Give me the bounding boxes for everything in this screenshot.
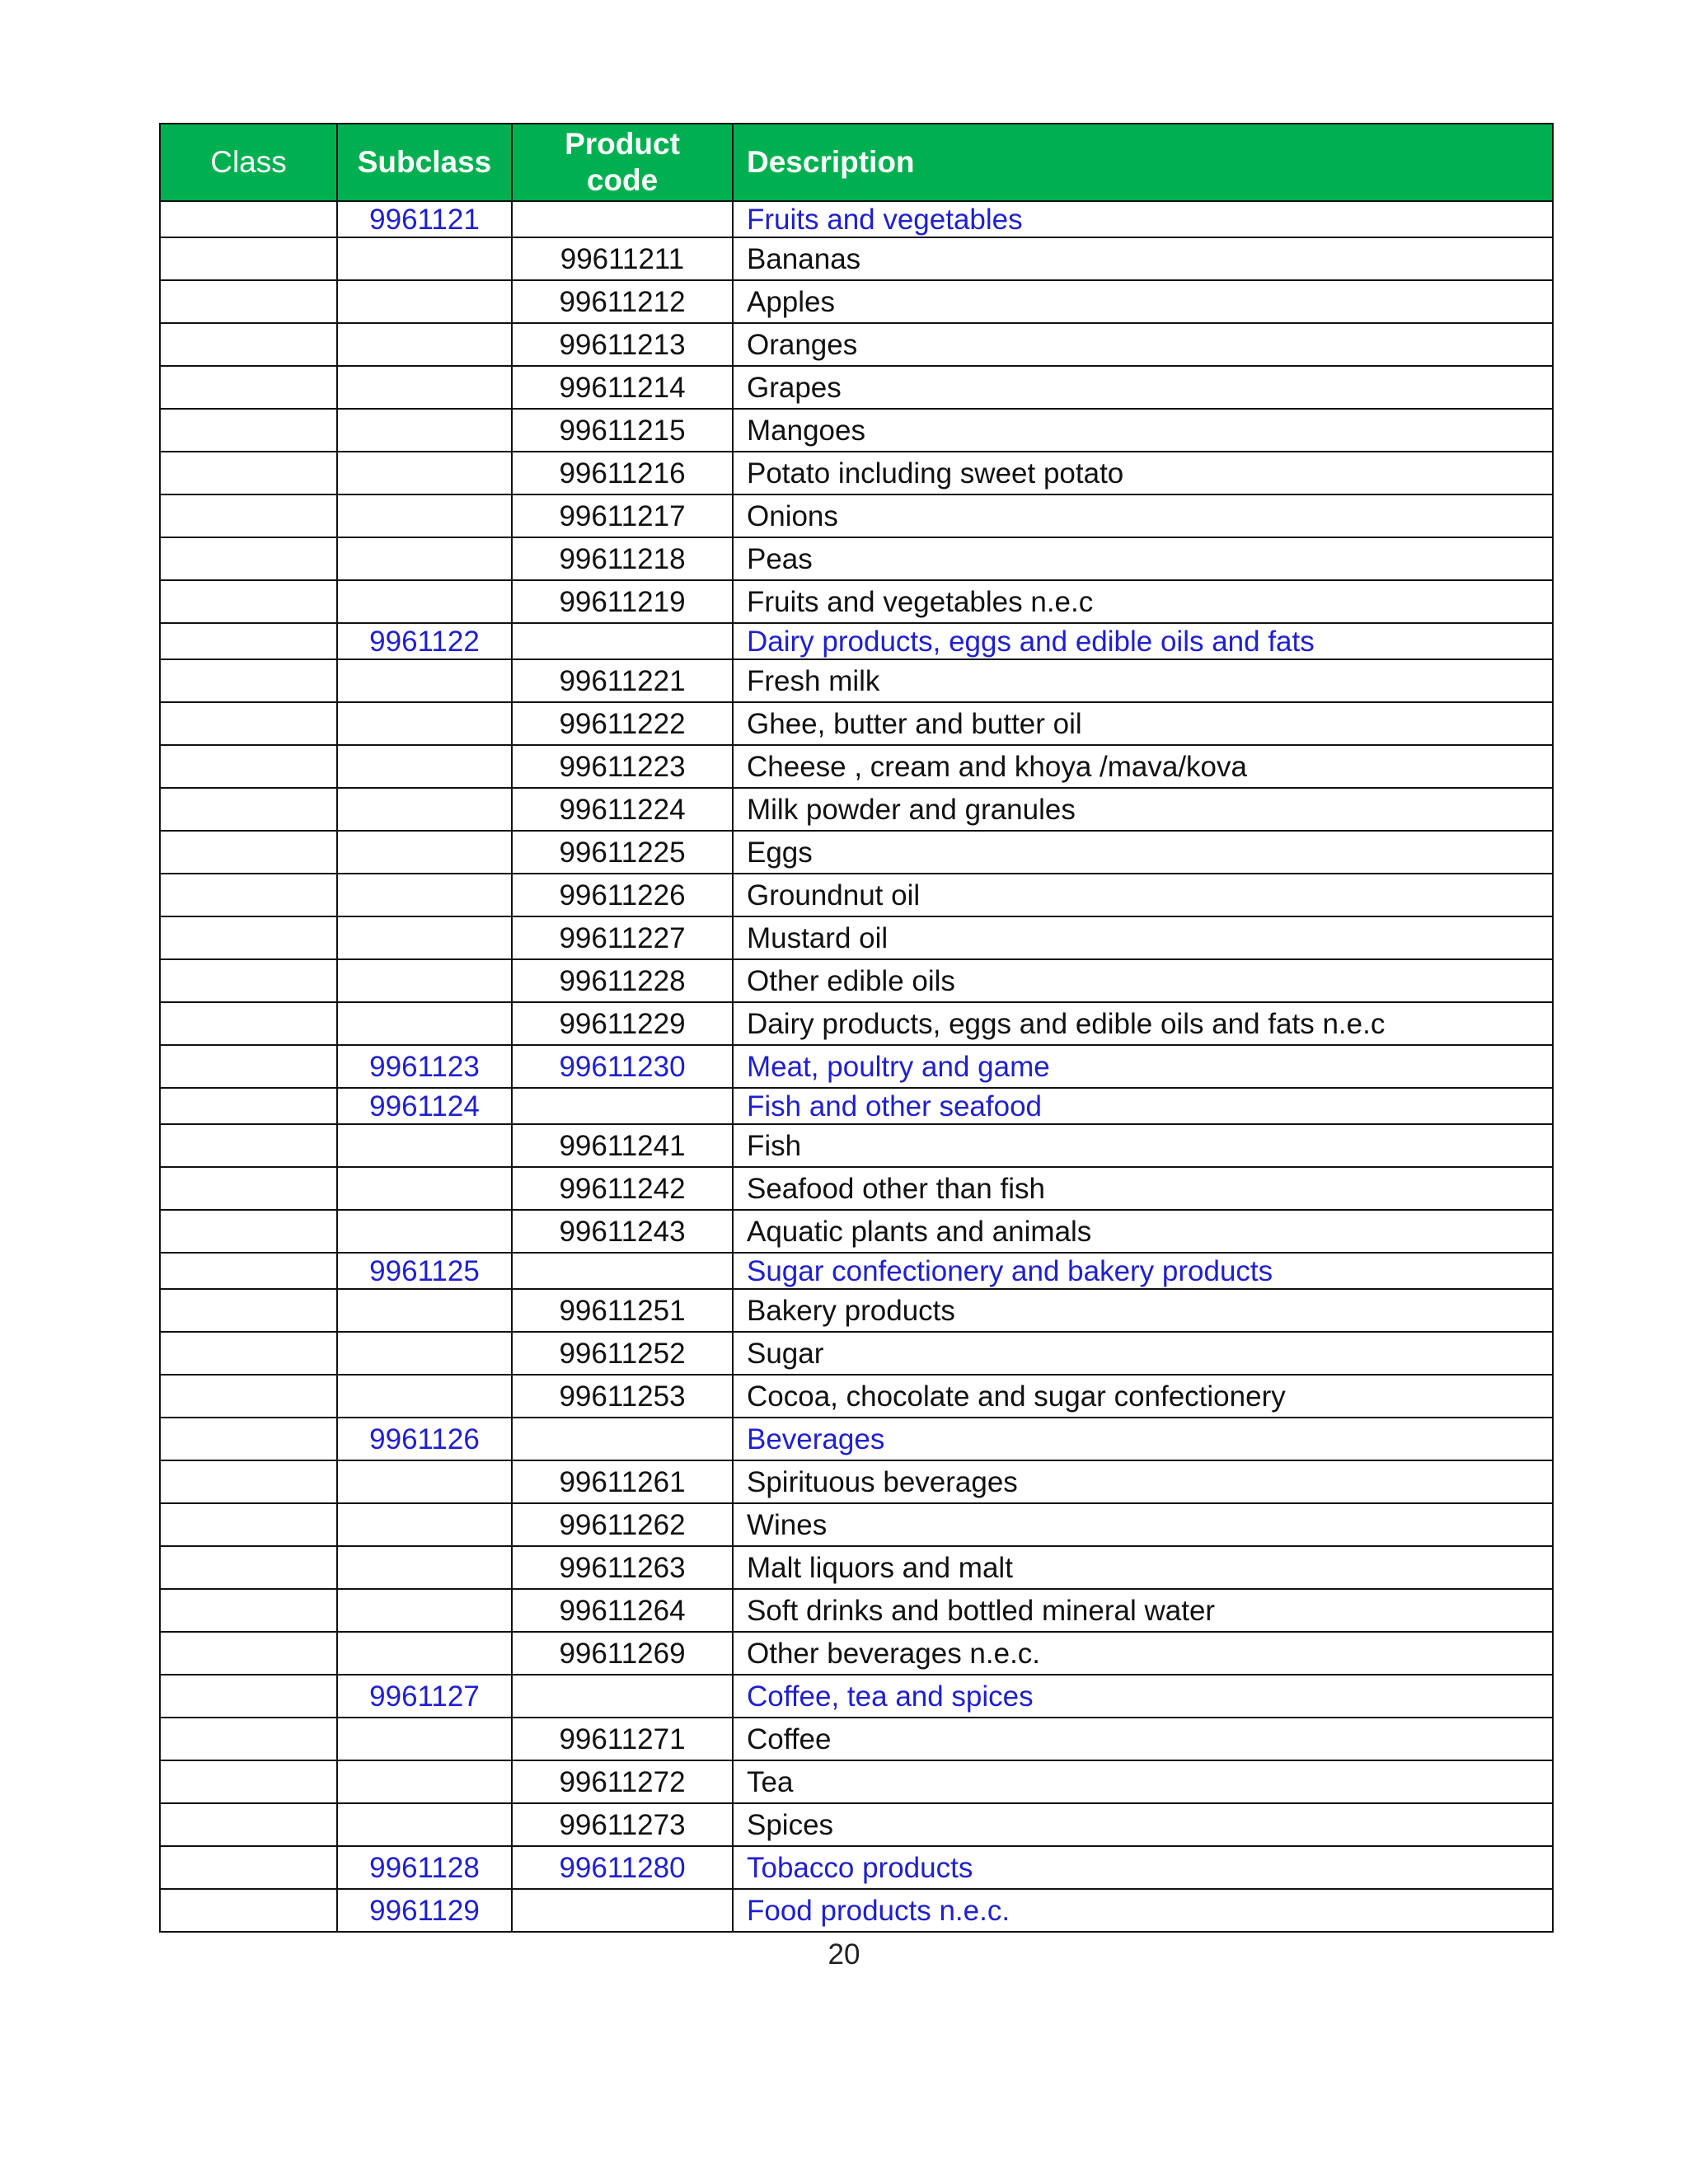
- cell-description: Oranges: [733, 323, 1553, 366]
- cell-subclass: [337, 1589, 512, 1632]
- cell-product-code: 99611242: [512, 1167, 733, 1210]
- cell-description: Fish and other seafood: [733, 1088, 1553, 1124]
- table-row: [160, 1846, 1553, 1889]
- cell-class: [160, 323, 337, 366]
- cell-subclass: [337, 1803, 512, 1846]
- cell-subclass: [337, 452, 512, 494]
- cell-product-code: 99611261: [512, 1460, 733, 1503]
- cell-product-code: [512, 1675, 733, 1718]
- cell-description: Dairy products, eggs and edible oils and fats n.e.c: [733, 1002, 1553, 1045]
- table-row: [160, 1675, 1553, 1718]
- cell-class: [160, 280, 337, 323]
- table-row: [160, 1289, 1553, 1332]
- table-row: [160, 237, 1553, 280]
- cell-description: Tea: [733, 1760, 1553, 1803]
- cell-product-code: 99611272: [512, 1760, 733, 1803]
- cell-description: Cocoa, chocolate and sugar confectionery: [733, 1375, 1553, 1418]
- table-row: [160, 916, 1553, 959]
- cell-product-code: 99611229: [512, 1002, 733, 1045]
- cell-class: [160, 537, 337, 580]
- cell-product-code: 99611252: [512, 1332, 733, 1375]
- cell-description: Bananas: [733, 237, 1553, 280]
- table-row: [160, 201, 1553, 237]
- cell-subclass: [337, 537, 512, 580]
- cell-product-code: [512, 1418, 733, 1460]
- cell-subclass: [337, 409, 512, 452]
- table-row: [160, 1760, 1553, 1803]
- cell-product-code: 99611212: [512, 280, 733, 323]
- table-row: [160, 1803, 1553, 1846]
- table-row: [160, 1889, 1553, 1932]
- cell-description: Other beverages n.e.c.: [733, 1632, 1553, 1675]
- cell-class: [160, 831, 337, 874]
- cell-product-code: 99611219: [512, 580, 733, 623]
- cell-subclass: [337, 1332, 512, 1375]
- table-header: [160, 124, 1553, 201]
- cell-description: Dairy products, eggs and edible oils and fats: [733, 623, 1553, 659]
- cell-product-code: 99611241: [512, 1124, 733, 1167]
- cell-description: Soft drinks and bottled mineral water: [733, 1589, 1553, 1632]
- cell-product-code: 99611213: [512, 323, 733, 366]
- table-row: [160, 1210, 1553, 1253]
- cell-class: [160, 1589, 337, 1632]
- cell-subclass: [337, 1289, 512, 1332]
- cell-subclass: 9961125: [337, 1253, 512, 1289]
- header-product-code: [512, 124, 733, 201]
- cell-class: [160, 623, 337, 659]
- cell-description: Milk powder and granules: [733, 788, 1553, 831]
- cell-class: [160, 409, 337, 452]
- cell-subclass: [337, 659, 512, 702]
- cell-class: [160, 1675, 337, 1718]
- cell-product-code: 99611243: [512, 1210, 733, 1253]
- cell-class: [160, 1002, 337, 1045]
- cell-description: Tobacco products: [733, 1846, 1553, 1889]
- table-row: [160, 702, 1553, 745]
- cell-description: Fresh milk: [733, 659, 1553, 702]
- cell-description: Meat, poultry and game: [733, 1045, 1553, 1088]
- cell-product-code: [512, 201, 733, 237]
- header-class: Class: [160, 124, 337, 201]
- cell-description: Fruits and vegetables: [733, 201, 1553, 237]
- cell-class: [160, 1418, 337, 1460]
- table-row: [160, 580, 1553, 623]
- cell-subclass: [337, 745, 512, 788]
- cell-subclass: [337, 1210, 512, 1253]
- table-row: [160, 659, 1553, 702]
- table-row: [160, 280, 1553, 323]
- cell-product-code: 99611271: [512, 1718, 733, 1760]
- cell-product-code: 99611224: [512, 788, 733, 831]
- header-row: [160, 124, 1553, 201]
- cell-product-code: 99611214: [512, 366, 733, 409]
- table-row: [160, 788, 1553, 831]
- cell-subclass: [337, 1760, 512, 1803]
- table-row: [160, 323, 1553, 366]
- cell-class: [160, 580, 337, 623]
- table-body: [160, 201, 1553, 1932]
- cell-subclass: 9961122: [337, 623, 512, 659]
- cell-description: Aquatic plants and animals: [733, 1210, 1553, 1253]
- cell-subclass: 9961124: [337, 1088, 512, 1124]
- cell-class: [160, 1124, 337, 1167]
- cell-description: Mustard oil: [733, 916, 1553, 959]
- cell-class: [160, 659, 337, 702]
- header-subclass: Subclass: [337, 124, 512, 201]
- cell-class: [160, 702, 337, 745]
- table-row: [160, 874, 1553, 916]
- cell-class: [160, 1632, 337, 1675]
- cell-description: Beverages: [733, 1418, 1553, 1460]
- table-row: [160, 1718, 1553, 1760]
- cell-subclass: 9961126: [337, 1418, 512, 1460]
- table-row: [160, 831, 1553, 874]
- table-row: [160, 1167, 1553, 1210]
- cell-subclass: 9961128: [337, 1846, 512, 1889]
- cell-product-code: 99611225: [512, 831, 733, 874]
- page-number: 20: [828, 1938, 860, 1971]
- cell-description: Malt liquors and malt: [733, 1546, 1553, 1589]
- cell-subclass: [337, 1124, 512, 1167]
- cell-subclass: [337, 916, 512, 959]
- table-row: [160, 745, 1553, 788]
- table-row: [160, 452, 1553, 494]
- cell-class: [160, 1718, 337, 1760]
- cell-description: Spirituous beverages: [733, 1460, 1553, 1503]
- cell-class: [160, 1332, 337, 1375]
- table-row: [160, 1045, 1553, 1088]
- cell-subclass: [337, 1503, 512, 1546]
- cell-subclass: [337, 788, 512, 831]
- table-row: [160, 623, 1553, 659]
- cell-subclass: [337, 959, 512, 1002]
- header-product-code-line2: code: [586, 163, 659, 197]
- cell-product-code: 99611218: [512, 537, 733, 580]
- cell-class: [160, 874, 337, 916]
- cell-product-code: 99611221: [512, 659, 733, 702]
- cell-product-code: 99611269: [512, 1632, 733, 1675]
- cell-product-code: 99611251: [512, 1289, 733, 1332]
- cell-product-code: 99611215: [512, 409, 733, 452]
- cell-description: Apples: [733, 280, 1553, 323]
- cell-subclass: [337, 1460, 512, 1503]
- header-description: Description: [733, 124, 1553, 201]
- cell-description: Ghee, butter and butter oil: [733, 702, 1553, 745]
- cell-class: [160, 1503, 337, 1546]
- cell-class: [160, 1253, 337, 1289]
- table-row: [160, 1503, 1553, 1546]
- cell-description: Fish: [733, 1124, 1553, 1167]
- cell-subclass: [337, 280, 512, 323]
- cell-product-code: 99611264: [512, 1589, 733, 1632]
- cell-class: [160, 1803, 337, 1846]
- cell-product-code: 99611227: [512, 916, 733, 959]
- cell-class: [160, 237, 337, 280]
- cell-class: [160, 916, 337, 959]
- cell-description: Other edible oils: [733, 959, 1553, 1002]
- cell-class: [160, 959, 337, 1002]
- table-row: [160, 1253, 1553, 1289]
- cell-class: [160, 1846, 337, 1889]
- cell-class: [160, 1045, 337, 1088]
- cell-product-code: 99611211: [512, 237, 733, 280]
- cell-subclass: [337, 831, 512, 874]
- cell-subclass: 9961129: [337, 1889, 512, 1932]
- cell-subclass: [337, 1167, 512, 1210]
- cell-class: [160, 1210, 337, 1253]
- cell-class: [160, 1889, 337, 1932]
- classification-table: [159, 123, 1554, 1933]
- cell-subclass: [337, 366, 512, 409]
- table-row: [160, 1332, 1553, 1375]
- cell-product-code: [512, 1253, 733, 1289]
- cell-description: Groundnut oil: [733, 874, 1553, 916]
- cell-subclass: 9961123: [337, 1045, 512, 1088]
- cell-subclass: [337, 702, 512, 745]
- cell-product-code: 99611223: [512, 745, 733, 788]
- cell-description: Bakery products: [733, 1289, 1553, 1332]
- cell-description: Coffee, tea and spices: [733, 1675, 1553, 1718]
- cell-subclass: [337, 494, 512, 537]
- cell-description: Seafood other than fish: [733, 1167, 1553, 1210]
- cell-description: Sugar confectionery and bakery products: [733, 1253, 1553, 1289]
- cell-subclass: [337, 323, 512, 366]
- cell-product-code: 99611230: [512, 1045, 733, 1088]
- cell-description: Coffee: [733, 1718, 1553, 1760]
- table-row: [160, 1002, 1553, 1045]
- cell-product-code: 99611263: [512, 1546, 733, 1589]
- cell-product-code: 99611226: [512, 874, 733, 916]
- cell-description: Mangoes: [733, 409, 1553, 452]
- cell-product-code: [512, 623, 733, 659]
- table-row: [160, 366, 1553, 409]
- cell-description: Potato including sweet potato: [733, 452, 1553, 494]
- cell-product-code: 99611262: [512, 1503, 733, 1546]
- table-row: [160, 1088, 1553, 1124]
- cell-class: [160, 1375, 337, 1418]
- table-row: [160, 1589, 1553, 1632]
- cell-description: Spices: [733, 1803, 1553, 1846]
- table-row: [160, 409, 1553, 452]
- cell-class: [160, 494, 337, 537]
- cell-description: Fruits and vegetables n.e.c: [733, 580, 1553, 623]
- cell-product-code: 99611222: [512, 702, 733, 745]
- cell-description: Grapes: [733, 366, 1553, 409]
- table-row: [160, 537, 1553, 580]
- cell-product-code: [512, 1088, 733, 1124]
- table-row: [160, 959, 1553, 1002]
- table-row: [160, 1418, 1553, 1460]
- cell-description: Sugar: [733, 1332, 1553, 1375]
- cell-class: [160, 1460, 337, 1503]
- cell-subclass: [337, 237, 512, 280]
- cell-product-code: 99611216: [512, 452, 733, 494]
- table-row: [160, 1124, 1553, 1167]
- cell-product-code: 99611280: [512, 1846, 733, 1889]
- cell-class: [160, 788, 337, 831]
- cell-product-code: 99611253: [512, 1375, 733, 1418]
- cell-class: [160, 201, 337, 237]
- cell-subclass: [337, 1546, 512, 1589]
- cell-subclass: 9961127: [337, 1675, 512, 1718]
- cell-subclass: [337, 874, 512, 916]
- cell-subclass: 9961121: [337, 201, 512, 237]
- cell-subclass: [337, 1002, 512, 1045]
- cell-description: Eggs: [733, 831, 1553, 874]
- table-row: [160, 1546, 1553, 1589]
- cell-product-code: 99611217: [512, 494, 733, 537]
- table-row: [160, 1460, 1553, 1503]
- header-product-code-line1: Product: [565, 126, 680, 161]
- cell-description: Peas: [733, 537, 1553, 580]
- cell-class: [160, 366, 337, 409]
- cell-class: [160, 1289, 337, 1332]
- table-row: [160, 1632, 1553, 1675]
- cell-class: [160, 1088, 337, 1124]
- cell-product-code: 99611228: [512, 959, 733, 1002]
- cell-class: [160, 1760, 337, 1803]
- cell-class: [160, 745, 337, 788]
- cell-subclass: [337, 580, 512, 623]
- cell-subclass: [337, 1718, 512, 1760]
- cell-product-code: [512, 1889, 733, 1932]
- cell-class: [160, 1546, 337, 1589]
- table-row: [160, 1375, 1553, 1418]
- cell-description: Wines: [733, 1503, 1553, 1546]
- table-row: [160, 494, 1553, 537]
- cell-subclass: [337, 1632, 512, 1675]
- cell-class: [160, 452, 337, 494]
- cell-description: Food products n.e.c.: [733, 1889, 1553, 1932]
- cell-description: Onions: [733, 494, 1553, 537]
- cell-product-code: 99611273: [512, 1803, 733, 1846]
- cell-description: Cheese , cream and khoya /mava/kova: [733, 745, 1553, 788]
- cell-class: [160, 1167, 337, 1210]
- cell-subclass: [337, 1375, 512, 1418]
